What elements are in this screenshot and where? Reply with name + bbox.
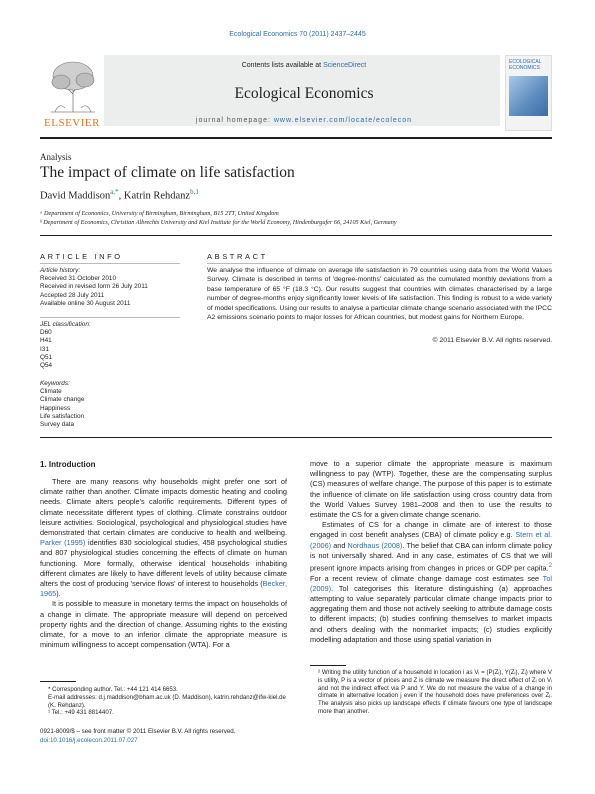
article-history — [40, 267, 180, 308]
citation-link[interactable]: Becker, 1965 — [40, 579, 287, 599]
text-run: . Tol categorises this literature distinguishing (a) approaches attempting to value separately particular climate change impacts prior to aggregating them and those not actively seeking to attribute damage costs to different impacts; (b) studies confining themselves to market impacts and others dealing with the nonmarket impacts; (c) studies explicitly modelling adaptation and those using spatial variation in — [310, 583, 552, 644]
history-item: Available online 30 August 2011 — [40, 299, 131, 307]
citation-link[interactable]: Parker (1995) — [40, 538, 86, 548]
journal-title: Ecological Economics — [234, 85, 374, 102]
contents-line — [104, 62, 504, 69]
intro-paragraph-3: move to a superior climate the appropriate measure is maximum willingness to pay (WTP). Together, these are the compensating surplus (CS) measures of welfare change. The purpose of this paper is to estimate the influence of climate on life satisfaction using cross country data from the World Values Survey 1981–2008 and then to use the results to estimate the CS for a given climate change scenario. — [310, 459, 552, 520]
author-name: Katrin Rehdanz — [123, 190, 191, 202]
section-heading-introduction: 1. Introduction — [40, 460, 96, 469]
abstract-rule — [207, 263, 552, 264]
body-rule — [40, 437, 552, 438]
text-run: identifies 830 sociological studies, 458 psychological studies and 807 physiological studies concerning the effects of climate on human functioning. More formally, otherwise identical households inhabiting different climates are likely to have different levels of utility because climate alters the cost of producing 'service flows' of interest to households ( — [40, 538, 287, 589]
jel-code: H41 — [40, 337, 52, 345]
author-separator: , — [118, 190, 124, 202]
author-affil-mark[interactable]: b,1 — [190, 188, 199, 196]
article-section: Analysis — [40, 152, 72, 162]
text-run: ). — [56, 589, 61, 599]
cover-title: ECOLOGICAL ECONOMICS — [509, 59, 542, 71]
journal-reference[interactable]: Ecological Economics 70 (2011) 2437–2445 — [229, 31, 366, 38]
footnote-rule-left — [40, 681, 76, 682]
history-item: Accepted 28 July 2011 — [40, 291, 105, 299]
homepage-prefix: journal homepage: — [195, 117, 274, 124]
homepage-link[interactable]: www.elsevier.com/locate/ecolecon — [273, 117, 413, 124]
citation-link[interactable]: Nordhaus (2008) — [347, 540, 403, 550]
header-rule — [40, 137, 552, 139]
keyword: Happiness — [40, 404, 71, 412]
footnote-rule-right — [310, 665, 346, 666]
journal-cover — [505, 55, 552, 131]
affiliation-a: ᵃ Department of Economics, University of Birmingham, Birmingham, B15 2TT, United Kingdom — [40, 210, 279, 217]
history-label: Article history: — [40, 267, 81, 274]
jel-classification — [40, 321, 180, 370]
jel-code: Q54 — [40, 362, 53, 370]
article-info-heading: ARTICLE INFO — [40, 252, 123, 261]
keywords — [40, 380, 180, 429]
abstract-text: We analyse the influence of climate on average life satisfaction in 79 countries using data from the World Values Survey. Climate is described in terms of 'degree-months' calculated as the cumulated monthly deviations from a base temperature of 65 °F (18.3 °C). Our results suggest that countries with climates characterised by a large number of degree-months enjoy significantly lower levels of life satisfaction. This finding is robust to a wide variety of model specifications. Using our results to analyse a particular climate change scenario associated with the IPCC A2 emissions scenario points to major losses for African countries, but modest gains for Northern Europe. — [207, 267, 552, 322]
intro-left-column — [40, 477, 287, 650]
citation-link[interactable]: Tol (2009) — [310, 573, 552, 593]
author-affil-mark[interactable]: a,* — [110, 188, 119, 196]
intro-paragraph-1 — [40, 477, 287, 599]
issn-line: 0921-8009/$ – see front matter © 2011 Elsevier B.V. All rights reserved. — [40, 728, 236, 735]
elsevier-tree-icon — [47, 58, 99, 114]
intro-paragraph-2: It is possible to measure in monetary terms the impact on households of a change in climate. The appropriate measure will depend on perceived property rights and the direction of change. Assuming rights to the existing climate, for a move to an inferior climate the appropriate measure is minimum willingness to accept compensation (WTA). For a — [40, 599, 287, 650]
intro-paragraph-4 — [310, 520, 552, 645]
text-run: There are many reasons why households might prefer one sort of climate rather than another. Climate impacts domestic heating and cooling needs. Climate alters people's calorific requirements. Different types of climate necessitate different types of clothing. Climate constrains outdoor leisure activities. Sociological, psychological and physiological studies have demonstrated that certain climates are conducive to health and wellbeing. — [40, 477, 287, 538]
keywords-label: Keywords: — [40, 380, 70, 387]
text-run: and — [331, 540, 348, 550]
article-title: The impact of climate on life satisfaction — [40, 164, 295, 181]
keyword: Climate change — [40, 396, 85, 404]
article-info-rule — [40, 263, 180, 264]
contents-prefix: Contents lists available at — [241, 62, 324, 69]
jel-code: Q51 — [40, 353, 53, 361]
footnote-corresponding: * Corresponding author. Tel.: +44 121 414 6653. — [48, 686, 178, 693]
text-run: . The belief that CBA can inform climate policy is not universally shared. And in any case, estimates of CS that we will present ignore impacts arising from changes in prices or GDP per capita. — [310, 540, 552, 573]
doi-link[interactable]: doi:10.1016/j.ecolecon.2011.07.027 — [40, 737, 138, 744]
title-rule — [40, 235, 552, 236]
jel-code: I31 — [40, 345, 49, 353]
affiliation-b: ᵇ Department of Economics, Christian Albrechts University and Kiel Institute for the World Economy, Hindenburgufer 66, 24105 Kiel, Germany — [40, 219, 397, 226]
history-rule — [40, 317, 180, 318]
footnote-2: ² Writing the utility function of a household in location i as Vᵢ = (P(Zᵢ), Y(Zᵢ), Zᵢ) where V is utility, P is a vector of prices and Z is climate we measure the direct effect of Zᵢ on Vᵢ and not the indirect effect via P and Y. We do not measure the value of a change in climate in alternative location j even if the household does have preferences over Zⱼ. The analysis also picks up landscape effects if climate favours one type of landscape more than another. — [318, 669, 552, 715]
author-list — [40, 188, 199, 202]
sciencedirect-link[interactable]: ScienceDirect — [323, 62, 367, 69]
jel-label: JEL classification: — [40, 321, 91, 328]
history-item: Received 31 October 2010 — [40, 275, 117, 283]
history-item: Received in revised form 26 July 2011 — [40, 283, 148, 291]
publisher-name: ELSEVIER — [44, 117, 100, 129]
footnote-marker[interactable]: 2 — [548, 562, 552, 570]
abstract-heading: ABSTRACT — [207, 252, 268, 261]
abstract-copyright: © 2011 Elsevier B.V. All rights reserved. — [432, 337, 552, 344]
intro-right-column — [310, 459, 552, 645]
text-run: For a recent review of climate change damage cost estimates see — [310, 573, 543, 583]
text-run: Estimates of CS for a change in climate are of interest to those engaged in cost benefit analyses (CBA) of climate policy e.g. — [310, 520, 552, 540]
keyword: Life satisfaction — [40, 412, 85, 420]
cover-image — [509, 76, 548, 116]
footnotes-left — [48, 686, 287, 717]
citation-link[interactable]: Stern et al. (2006) — [310, 530, 552, 550]
keyword: Climate — [40, 388, 62, 396]
jel-code: D60 — [40, 329, 52, 337]
footnote-tel: ¹ Tel.: +49 431 8814407. — [48, 709, 114, 717]
footnote-emails[interactable]: E-mail addresses: d.j.maddison@bham.ac.uk (D. Maddison), katrin.rehdanz@ifw-kiel.de (K. Rehdanz). — [48, 693, 286, 709]
keyword: Survey data — [40, 421, 75, 429]
author-name: David Maddison — [40, 190, 111, 202]
journal-homepage — [104, 117, 504, 124]
